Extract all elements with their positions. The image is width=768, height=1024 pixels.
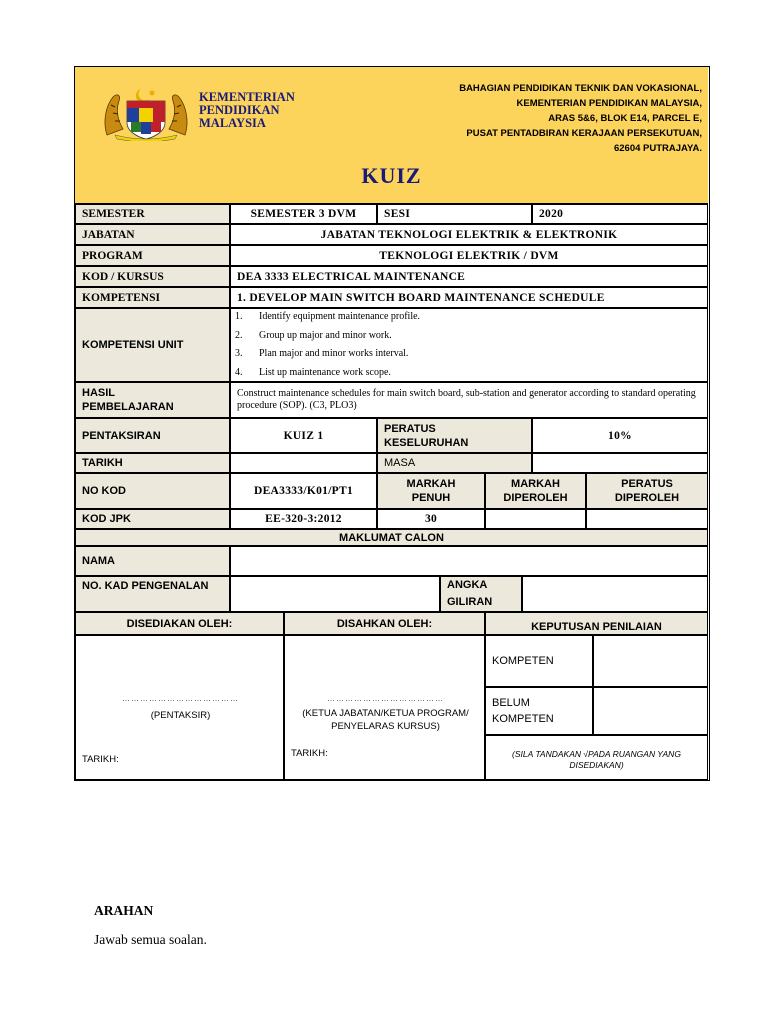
disahkan-header: DISAHKAN OLEH: [284, 612, 485, 635]
markah-diperoleh-value[interactable] [485, 509, 586, 529]
hasil-pembelajaran-label: HASIL PEMBELAJARAN [75, 382, 230, 418]
kompeten-checkbox[interactable] [593, 635, 708, 687]
peratus-diperoleh-header: PERATUS DIPEROLEH [586, 473, 708, 509]
kodjpk-value: EE-320-3:2012 [230, 509, 377, 529]
kompetensi-unit-list [230, 308, 708, 382]
semester-label: SEMESTER [75, 204, 230, 224]
ministry-line: PENDIDIKAN [199, 103, 280, 117]
hasil-pembelajaran-value: Construct maintenance schedules for main switch board, sub-station and generator according to standard operating procedure (SOP). (C3, PLO3) [230, 382, 708, 418]
belum-kompeten-label: BELUM KOMPETEN [485, 687, 593, 735]
sesi-value: 2020 [532, 204, 708, 224]
peratus-diperoleh-value[interactable] [586, 509, 708, 529]
masa-label: MASA [377, 453, 532, 473]
address-line: PUSAT PENTADBIRAN KERAJAAN PERSEKUTUAN, [466, 128, 702, 139]
list-item: 4. List up maintenance work scope. [235, 366, 391, 378]
ketua-signature-box[interactable] [284, 635, 485, 780]
list-item: 2. Group up major and minor work. [235, 329, 392, 341]
list-item: 1. Identify equipment maintenance profile. [235, 311, 421, 322]
program-label: PROGRAM [75, 245, 230, 266]
kodjpk-label: KOD JPK [75, 509, 230, 529]
nokod-label: NO KOD [75, 473, 230, 509]
masa-value[interactable] [532, 453, 708, 473]
instructions-heading: ARAHAN [94, 903, 154, 918]
pentaksir-signature-box[interactable] [75, 635, 284, 780]
tarikh-caption: TARIKH: [82, 754, 119, 765]
form-header [75, 67, 708, 204]
address-line: 62604 PUTRAJAYA. [613, 143, 702, 154]
peratus-keseluruhan-label: PERATUS KESELURUHAN [377, 418, 532, 453]
list-item: 3. Plan major and minor works interval. [235, 348, 409, 359]
program-value: TEKNOLOGI ELEKTRIK / DVM [230, 245, 708, 266]
kod-value: DEA 3333 ELECTRICAL MAINTENANCE [230, 266, 708, 287]
address-line: ARAS 5&6, BLOK E14, PARCEL E, [548, 113, 702, 124]
tick-instruction-note: (SILA TANDAKAN √PADA RUANGAN YANG DISEDIAKAN) [485, 735, 708, 780]
pentaksiran-label: PENTAKSIRAN [75, 418, 230, 453]
kod-label: KOD / KURSUS [75, 266, 230, 287]
ic-label: NO. KAD PENGENALAN [75, 576, 230, 612]
page-title: KUIZ [361, 163, 422, 188]
markah-diperoleh-header: MARKAH DIPEROLEH [485, 473, 586, 509]
signature-line: ………………………………… [122, 694, 239, 703]
tarikh-value[interactable] [230, 453, 377, 473]
markah-penuh-header: MARKAH PENUH [377, 473, 485, 509]
ministry-address [459, 81, 702, 156]
markah-penuh-value: 30 [377, 509, 485, 529]
semester-value: SEMESTER 3 DVM [230, 204, 377, 224]
signature-line: ………………………………… [327, 694, 444, 703]
ministry-line: MALAYSIA [199, 116, 266, 130]
quiz-form [74, 66, 710, 781]
malaysia-coat-of-arms-icon [101, 85, 191, 141]
angka-giliran-field[interactable] [522, 576, 708, 612]
address-line: BAHAGIAN PENDIDIKAN TEKNIK DAN VOKASIONAL, [459, 83, 702, 94]
jabatan-value: JABATAN TEKNOLOGI ELEKTRIK & ELEKTRONIK [230, 224, 708, 245]
maklumat-calon-heading: MAKLUMAT CALON [75, 529, 708, 546]
keputusan-header: KEPUTUSAN PENILAIAN [485, 612, 708, 635]
ministry-name [199, 91, 295, 130]
peratus-keseluruhan-value: 10% [532, 418, 708, 453]
jabatan-label: JABATAN [75, 224, 230, 245]
tarikh-caption: TARIKH: [291, 748, 328, 759]
kompetensi-unit-label: KOMPETENSI UNIT [75, 308, 230, 382]
kompeten-label: KOMPETEN [485, 635, 593, 687]
address-line: KEMENTERIAN PENDIDIKAN MALAYSIA, [516, 98, 702, 109]
nama-field[interactable] [230, 546, 708, 576]
kompetensi-label: KOMPETENSI [75, 287, 230, 308]
ic-field[interactable] [230, 576, 440, 612]
pentaksiran-value: KUIZ 1 [230, 418, 377, 453]
pentaksir-caption: (PENTAKSIR) [150, 710, 211, 721]
nama-label: NAMA [75, 546, 230, 576]
ketua-caption: (KETUA JABATAN/KETUA PROGRAM/ PENYELARAS KURSUS) [302, 708, 469, 732]
nokod-value: DEA3333/K01/PT1 [230, 473, 377, 509]
kompetensi-value: 1. DEVELOP MAIN SWITCH BOARD MAINTENANCE SCHEDULE [230, 287, 708, 308]
angka-giliran-label: ANGKA GILIRAN [440, 576, 522, 612]
sesi-label: SESI [377, 204, 532, 224]
instructions-text: Jawab semua soalan. [94, 932, 207, 947]
belum-kompeten-checkbox[interactable] [593, 687, 708, 735]
tarikh-label: TARIKH [75, 453, 230, 473]
disediakan-header: DISEDIAKAN OLEH: [75, 612, 284, 635]
ministry-line: KEMENTERIAN [199, 90, 295, 104]
